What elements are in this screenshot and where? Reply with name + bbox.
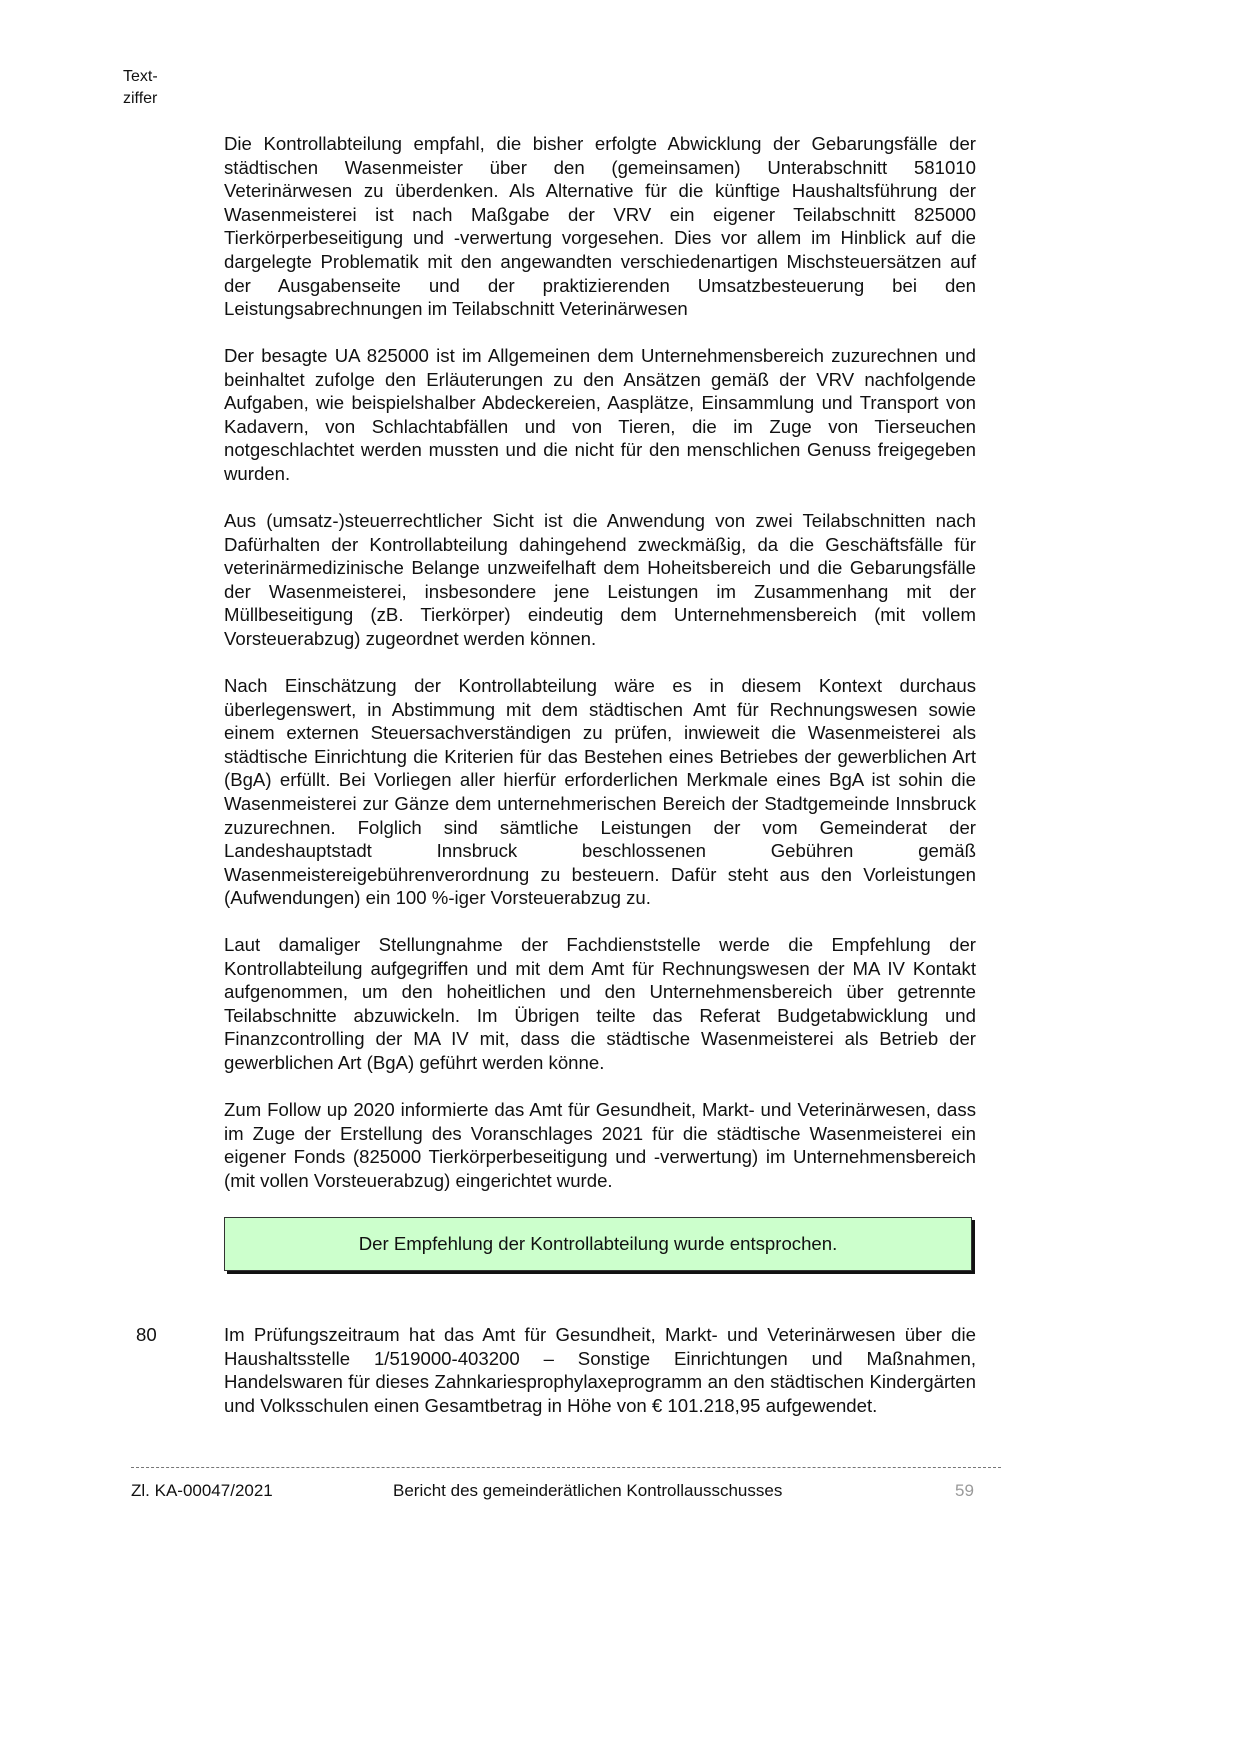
footer-title: Bericht des gemeinderätlichen Kontrollausschusses	[393, 1481, 783, 1500]
paragraph-tax-view: Aus (umsatz-)steuerrechtlicher Sicht ist die Anwendung von zwei Teilabschnitten nach Dafürhalten der Kontrollabteilung dahingehend zweckmäßig, da die Geschäftsfälle für veterinärmedizinische Belange unzweifelhaft dem Hoheitsbereich und die Gebarungsfälle der Wasenmeisterei, insbesondere jene Leistungen im Zusammenhang mit der Müllbeseitigung (zB. Tierkörper) eindeutig dem Unternehmensbereich (mit vollem Vorsteuerabzug) zugeordnet werden können.	[224, 510, 976, 649]
paragraph-ua-825000: Der besagte UA 825000 ist im Allgemeinen dem Unternehmensbereich zuzurechnen und beinhaltet zufolge den Erläuterungen zu den Ansätzen gemäß der VRV nachfolgende Aufgaben, wie beispielshalber Abdeckereien, Aasplätze, Einsammlung und Transport von Kadavern, von Schlachtabfällen und von Tieren, die im Zuge von Tierseuchen notgeschlachtet werden mussten und die nicht für den menschlichen Genuss freigegeben wurden.	[224, 345, 976, 484]
margin-label-textziffer	[123, 66, 158, 110]
page-number: 59	[955, 1481, 974, 1500]
margin-label-line2: ziffer	[123, 90, 158, 107]
paragraph-bga-assessment: Nach Einschätzung der Kontrollabteilung wäre es in diesem Kontext durchaus überlegenswert, in Abstimmung mit dem städtischen Amt für Rechnungswesen sowie einem externen Steuersachverständigen zu prüfen, inwieweit die Wasenmeisterei als städtische Einrichtung die Kriterien für das Bestehen eines Betriebes der gewerblichen Art (BgA) erfüllt. Bei Vorliegen aller hierfür erforderlichen Merkmale eines BgA ist sohin die Wasenmeisterei zur Gänze dem unternehmerischen Bereich der Stadtgemeinde Innsbruck zuzurechnen. Folglich sind sämtliche Leistungen der vom Gemeinderat der Landeshauptstadt Innsbruck beschlossenen Gebühren gemäß Wasenmeistereigebührenverordnung zu besteuern. Dafür steht aus den Vorleistungen (Aufwendungen) ein 100 %-iger Vorsteuerabzug zu.	[224, 675, 976, 909]
paragraph-statement: Laut damaliger Stellungnahme der Fachdienststelle werde die Empfehlung der Kontrollabteilung aufgegriffen und mit dem Amt für Rechnungswesen der MA IV Kontakt aufgenommen, um den hoheitlichen und den Unternehmensbereich über getrennte Teilabschnitte abzuwickeln. Im Übrigen teilte das Referat Budgetabwicklung und Finanzcontrolling der MA IV mit, dass die städtische Wasenmeisterei als Betrieb der gewerblichen Art (BgA) geführt werden könne.	[224, 934, 976, 1073]
result-box-text: Der Empfehlung der Kontrollabteilung wurde entsprochen.	[358, 1233, 838, 1254]
paragraph-recommendation: Die Kontrollabteilung empfahl, die bisher erfolgte Abwicklung der Gebarungsfälle der städtischen Wasenmeister über den (gemeinsamen) Unterabschnitt 581010 Veterinärwesen zu überdenken. Als Alternative für die künftige Haushaltsführung der Wasenmeisterei ist nach Maßgabe der VRV ein eigener Teilabschnitt 825000 Tierkörperbeseitigung und -verwertung vorgesehen. Dies vor allem im Hinblick auf die dargelegte Problematik mit den angewandten verschiedenartigen Mischsteuersätzen auf der Ausgabenseite und der praktizierenden Umsatzbesteuerung bei den Leistungsabrechnungen im Teilabschnitt Veterinärwesen	[224, 133, 976, 320]
textziffer-number: 80	[136, 1324, 157, 1345]
result-box	[224, 1217, 972, 1271]
footer-divider	[131, 1467, 1001, 1468]
paragraph-follow-up: Zum Follow up 2020 informierte das Amt für Gesundheit, Markt- und Veterinärwesen, dass im Zuge der Erstellung des Voranschlages 2021 für die städtische Wasenmeisterei ein eigener Fonds (825000 Tierkörperbeseitigung und -verwertung) im Unternehmensbereich (mit vollen Vorsteuerabzug) eingerichtet wurde.	[224, 1099, 976, 1191]
margin-label-line1: Text-	[123, 68, 158, 85]
paragraph-section-80: Im Prüfungszeitraum hat das Amt für Gesundheit, Markt- und Veterinärwesen über die Haushaltsstelle 1/519000-403200 – Sonstige Einrichtungen und Maßnahmen, Handelswaren für dieses Zahnkariesprophylaxeprogramm an den städtischen Kindergärten und Volksschulen einen Gesamtbetrag in Höhe von € 101.218,95 aufgewendet.	[224, 1324, 976, 1416]
footer-reference: Zl. KA-00047/2021	[131, 1481, 273, 1500]
